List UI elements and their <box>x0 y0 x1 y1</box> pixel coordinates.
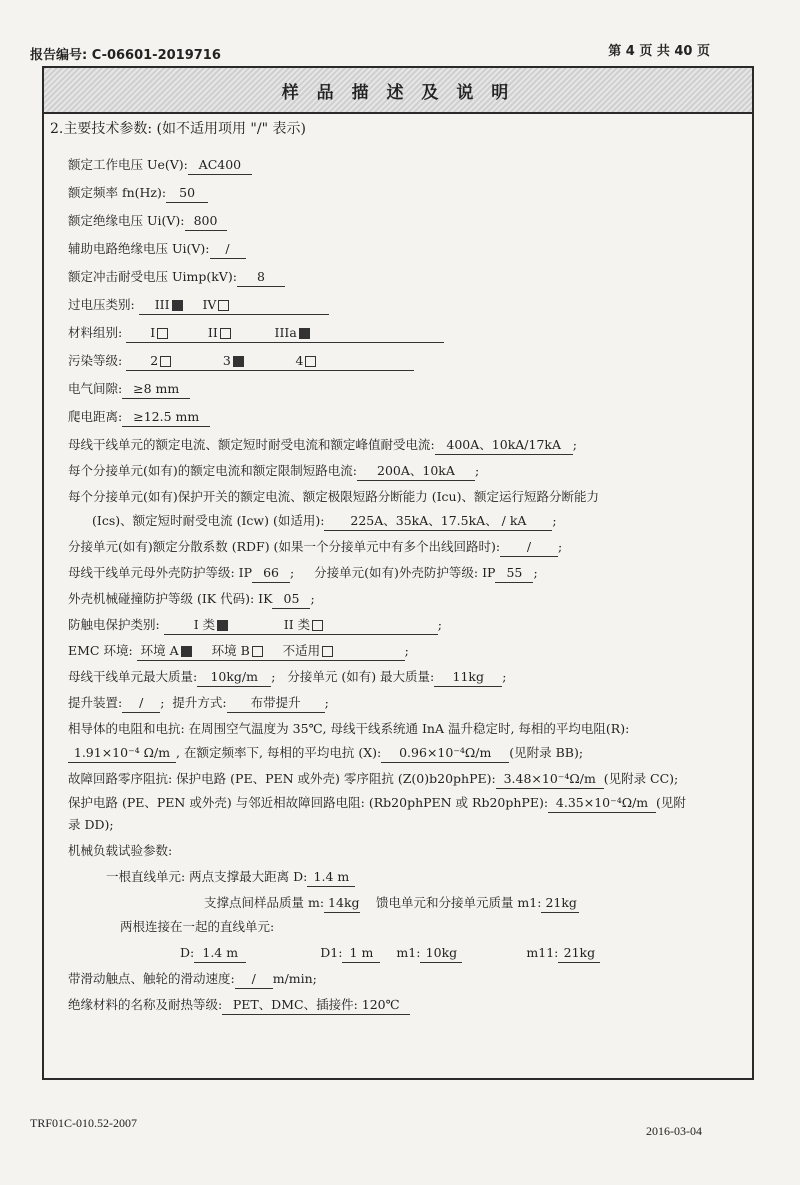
param-rated-voltage: 额定工作电压 Ue(V): AC400 <box>68 156 252 175</box>
param-two-units-values: D: 1.4 m D1: 1 m m1: 10kg m11: 21kg <box>68 944 600 963</box>
param-emc: EMC 环境: 环境 A 环境 B 不适用 ; <box>68 642 409 661</box>
checkbox-empty-icon <box>305 356 316 367</box>
param-resistance: 相导体的电阻和电抗: 在周围空气温度为 35℃, 母线干线系统通 InA 温升稳定时, 每相的平均电阻(R): <box>68 721 630 736</box>
param-two-units: 两根连接在一起的直线单元: <box>120 919 275 934</box>
checkbox-empty-icon <box>312 620 323 631</box>
section-heading: 2.主要技术参数: (如不适用项用 "/" 表示) <box>50 121 306 137</box>
param-clearance: 电气间隙: ≥8 mm <box>68 380 190 399</box>
param-fault-loop-resistance: 保护电路 (PE、PEN 或外壳) 与邻近相故障回路电阻: (Rb20phPEN 或 Rb20phPE): 4.35×10⁻⁴Ω/m (见附 <box>68 794 686 813</box>
param-sliding-speed: 带滑动触点、触轮的滑动速度: / m/min; <box>68 970 317 989</box>
param-creepage: 爬电距离: ≥12.5 mm <box>68 408 210 427</box>
page-title: 样 品 描 述 及 说 明 <box>44 68 752 114</box>
param-material-group: 材料组别: I II IIIa <box>68 324 444 343</box>
param-zero-seq-impedance: 故障回路零序阻抗: 保护电路 (PE、PEN 或外壳) 零序阻抗 (Z(0)b20phPE): 3.48×10⁻⁴Ω/m (见附录 CC); <box>68 770 678 789</box>
checkbox-checked-icon <box>172 300 183 311</box>
checkbox-empty-icon <box>218 300 229 311</box>
param-insulation-material: 绝缘材料的名称及耐热等级: PET、DMC、插接件: 120℃ <box>68 996 410 1015</box>
param-appendix-dd: 录 DD); <box>68 817 114 832</box>
checkbox-empty-icon <box>220 328 231 339</box>
param-max-mass: 母线干线单元最大质量: 10kg/m ; 分接单元 (如有) 最大质量: 11kg ; <box>68 668 507 687</box>
param-tapoff-current: 每个分接单元(如有)的额定电流和额定限制短路电流: 200A、10kA ; <box>68 462 479 481</box>
param-aux-insulation: 辅助电路绝缘电压 Ui(V): / <box>68 240 246 259</box>
param-tapoff-breaker: 每个分接单元(如有)保护开关的额定电流、额定极限短路分断能力 (Icu)、额定运行短路分断能力 <box>68 489 599 504</box>
param-ik-rating: 外壳机械碰撞防护等级 (IK 代码): IK 05 ; <box>68 590 315 609</box>
param-impulse-voltage: 额定冲击耐受电压 Uimp(kV): 8 <box>68 268 285 287</box>
checkbox-checked-icon <box>217 620 228 631</box>
param-overvoltage-category: 过电压类别: III IV <box>68 296 329 315</box>
param-single-unit: 一根直线单元: 两点支撑最大距离 D: 1.4 m <box>68 868 355 887</box>
param-support-mass: 支撑点间样品质量 m: 14kg 馈电单元和分接单元质量 m1: 21kg <box>68 894 579 913</box>
checkbox-empty-icon <box>252 646 263 657</box>
page-number: 第 4 页 共 40 页 <box>608 44 710 59</box>
param-rated-frequency: 额定频率 fn(Hz): 50 <box>68 184 208 203</box>
param-ip-rating: 母线干线单元母外壳防护等级: IP 66 ; 分接单元(如有)外壳防护等级: IP 55 ; <box>68 564 538 583</box>
report-number: 报告编号: C-06601-2019716 <box>30 48 221 63</box>
param-mech-load-heading: 机械负载试验参数: <box>68 843 173 858</box>
document-frame <box>42 66 754 1080</box>
param-rdf: 分接单元(如有)额定分散系数 (RDF) (如果一个分接单元中有多个出线回路时): / ; <box>68 538 562 557</box>
form-date: 2016-03-04 <box>646 1124 702 1138</box>
checkbox-checked-icon <box>299 328 310 339</box>
param-tapoff-breaker-cont: (Ics)、额定短时耐受电流 (Icw) (如适用): 225A、35kA、17.5kA、 / kA ; <box>68 512 557 531</box>
checkbox-checked-icon <box>181 646 192 657</box>
param-lifting: 提升装置: / ; 提升方式: 布带提升 ; <box>68 694 329 713</box>
checkbox-checked-icon <box>233 356 244 367</box>
checkbox-empty-icon <box>157 328 168 339</box>
param-busbar-current: 母线干线单元的额定电流、额定短时耐受电流和额定峰值耐受电流: 400A、10kA/17kA ; <box>68 436 577 455</box>
param-insulation-voltage: 额定绝缘电压 Ui(V): 800 <box>68 212 227 231</box>
checkbox-empty-icon <box>322 646 333 657</box>
form-code: TRF01C-010.52-2007 <box>30 1116 138 1130</box>
param-pollution-degree: 污染等级: 2 3 4 <box>68 352 414 371</box>
checkbox-empty-icon <box>160 356 171 367</box>
param-shock-protection: 防触电保护类别: I 类 II 类 ; <box>68 616 442 635</box>
param-reactance: 1.91×10⁻⁴ Ω/m , 在额定频率下, 每相的平均电抗 (X): 0.96×10⁻⁴Ω/m (见附录 BB); <box>68 744 583 763</box>
